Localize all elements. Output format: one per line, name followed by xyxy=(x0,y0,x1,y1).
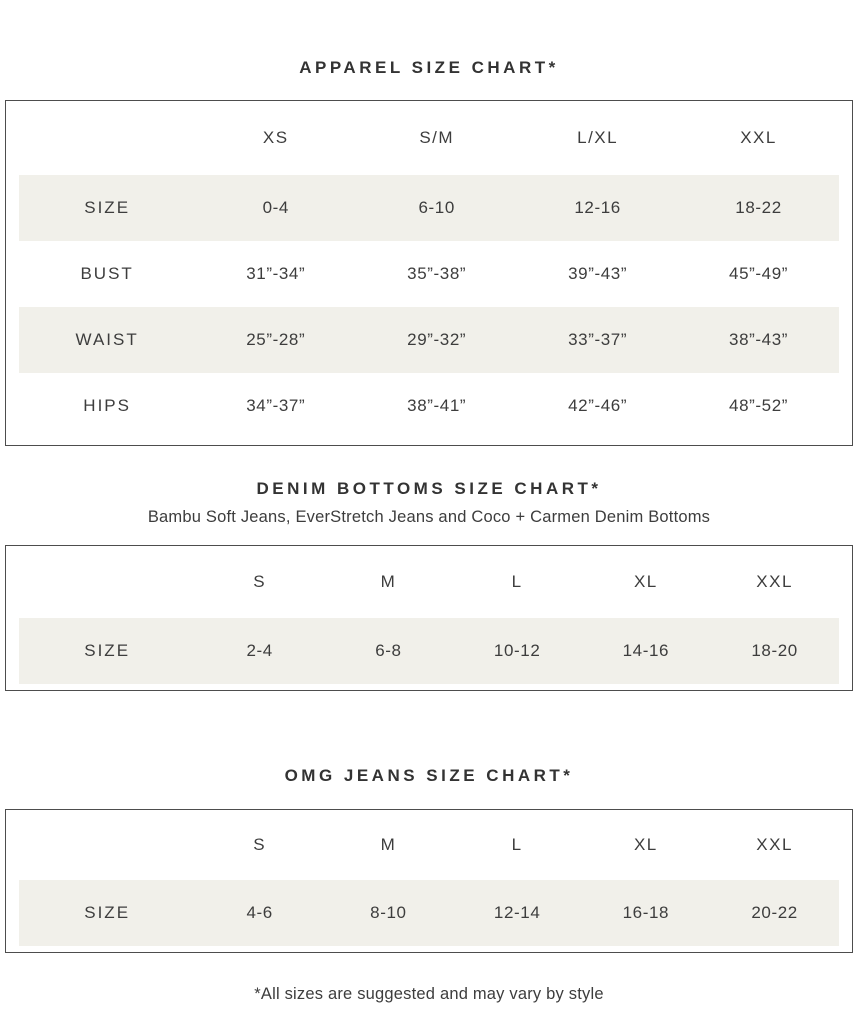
denim-bottoms-subtitle: Bambu Soft Jeans, EverStretch Jeans and Coco + Carmen Denim Bottoms xyxy=(147,508,711,526)
table-cell: 45”-49” xyxy=(729,264,789,283)
row-label: HIPS xyxy=(83,396,131,415)
table-row-hips xyxy=(19,373,839,439)
table-cell: 4-6 xyxy=(195,880,324,946)
table-cell: 39”-43” xyxy=(568,264,628,283)
column-header-l: L xyxy=(511,572,523,591)
table-cell: 38”-41” xyxy=(407,396,467,415)
table-row-waist xyxy=(19,307,839,373)
table-cell: 42”-46” xyxy=(568,396,628,415)
column-header-m: M xyxy=(380,572,397,591)
table-cell: 25”-28” xyxy=(195,307,356,373)
column-header-s: S xyxy=(253,835,267,854)
omg-header-row xyxy=(19,810,839,880)
table-row-size xyxy=(19,880,839,946)
table-row-size xyxy=(19,618,839,684)
apparel-header-row xyxy=(19,101,839,175)
table-cell: 8-10 xyxy=(324,880,453,946)
table-cell: 34”-37” xyxy=(246,396,306,415)
denim-bottoms-size-chart-title: DENIM BOTTOMS SIZE CHART* xyxy=(256,479,602,498)
table-cell: 29”-32” xyxy=(356,307,517,373)
table-cell: 48”-52” xyxy=(729,396,789,415)
table-row-size xyxy=(19,175,839,241)
column-header-xl: XL xyxy=(633,572,658,591)
row-label: SIZE xyxy=(19,618,195,684)
table-cell: 2-4 xyxy=(195,618,324,684)
column-header-s: S xyxy=(253,572,267,591)
table-cell: 14-16 xyxy=(582,618,711,684)
empty-corner-cell xyxy=(19,546,195,618)
column-header-xxl: XXL xyxy=(756,572,793,591)
table-cell: 12-14 xyxy=(453,880,582,946)
apparel-size-chart-section xyxy=(5,58,853,446)
row-label: SIZE xyxy=(19,880,195,946)
table-cell: 31”-34” xyxy=(246,264,306,283)
omg-jeans-size-chart-section xyxy=(5,766,853,953)
empty-corner-cell xyxy=(19,101,195,175)
size-chart-footnote: *All sizes are suggested and may vary by style xyxy=(254,985,604,1003)
table-cell: 16-18 xyxy=(582,880,711,946)
table-row-bust xyxy=(19,241,839,307)
empty-corner-cell xyxy=(19,810,195,880)
table-cell: 12-16 xyxy=(517,175,678,241)
omg-jeans-size-chart-table xyxy=(5,809,853,953)
apparel-size-chart-title: APPAREL SIZE CHART* xyxy=(299,58,559,77)
row-label: WAIST xyxy=(19,307,195,373)
column-header-m: M xyxy=(380,835,397,854)
column-header-sm: S/M xyxy=(419,128,455,147)
column-header-lxl: L/XL xyxy=(577,128,619,147)
table-cell: 6-10 xyxy=(356,175,517,241)
column-header-l: L xyxy=(511,835,523,854)
column-header-xxl: XXL xyxy=(756,835,793,854)
row-label: SIZE xyxy=(19,175,195,241)
table-cell: 6-8 xyxy=(324,618,453,684)
table-cell: 18-22 xyxy=(678,175,839,241)
table-cell: 0-4 xyxy=(195,175,356,241)
omg-jeans-size-chart-title: OMG JEANS SIZE CHART* xyxy=(284,766,574,785)
table-cell: 33”-37” xyxy=(517,307,678,373)
row-label: BUST xyxy=(80,264,134,283)
denim-bottoms-size-chart-table xyxy=(5,545,853,691)
table-cell: 18-20 xyxy=(710,618,839,684)
table-cell: 10-12 xyxy=(453,618,582,684)
denim-bottoms-size-chart-section xyxy=(5,479,853,691)
column-header-xxl: XXL xyxy=(740,128,777,147)
table-cell: 35”-38” xyxy=(407,264,467,283)
denim-header-row xyxy=(19,546,839,618)
table-cell: 38”-43” xyxy=(678,307,839,373)
apparel-size-chart-table xyxy=(5,100,853,446)
column-header-xl: XL xyxy=(633,835,658,854)
column-header-xs: XS xyxy=(262,128,289,147)
table-cell: 20-22 xyxy=(710,880,839,946)
